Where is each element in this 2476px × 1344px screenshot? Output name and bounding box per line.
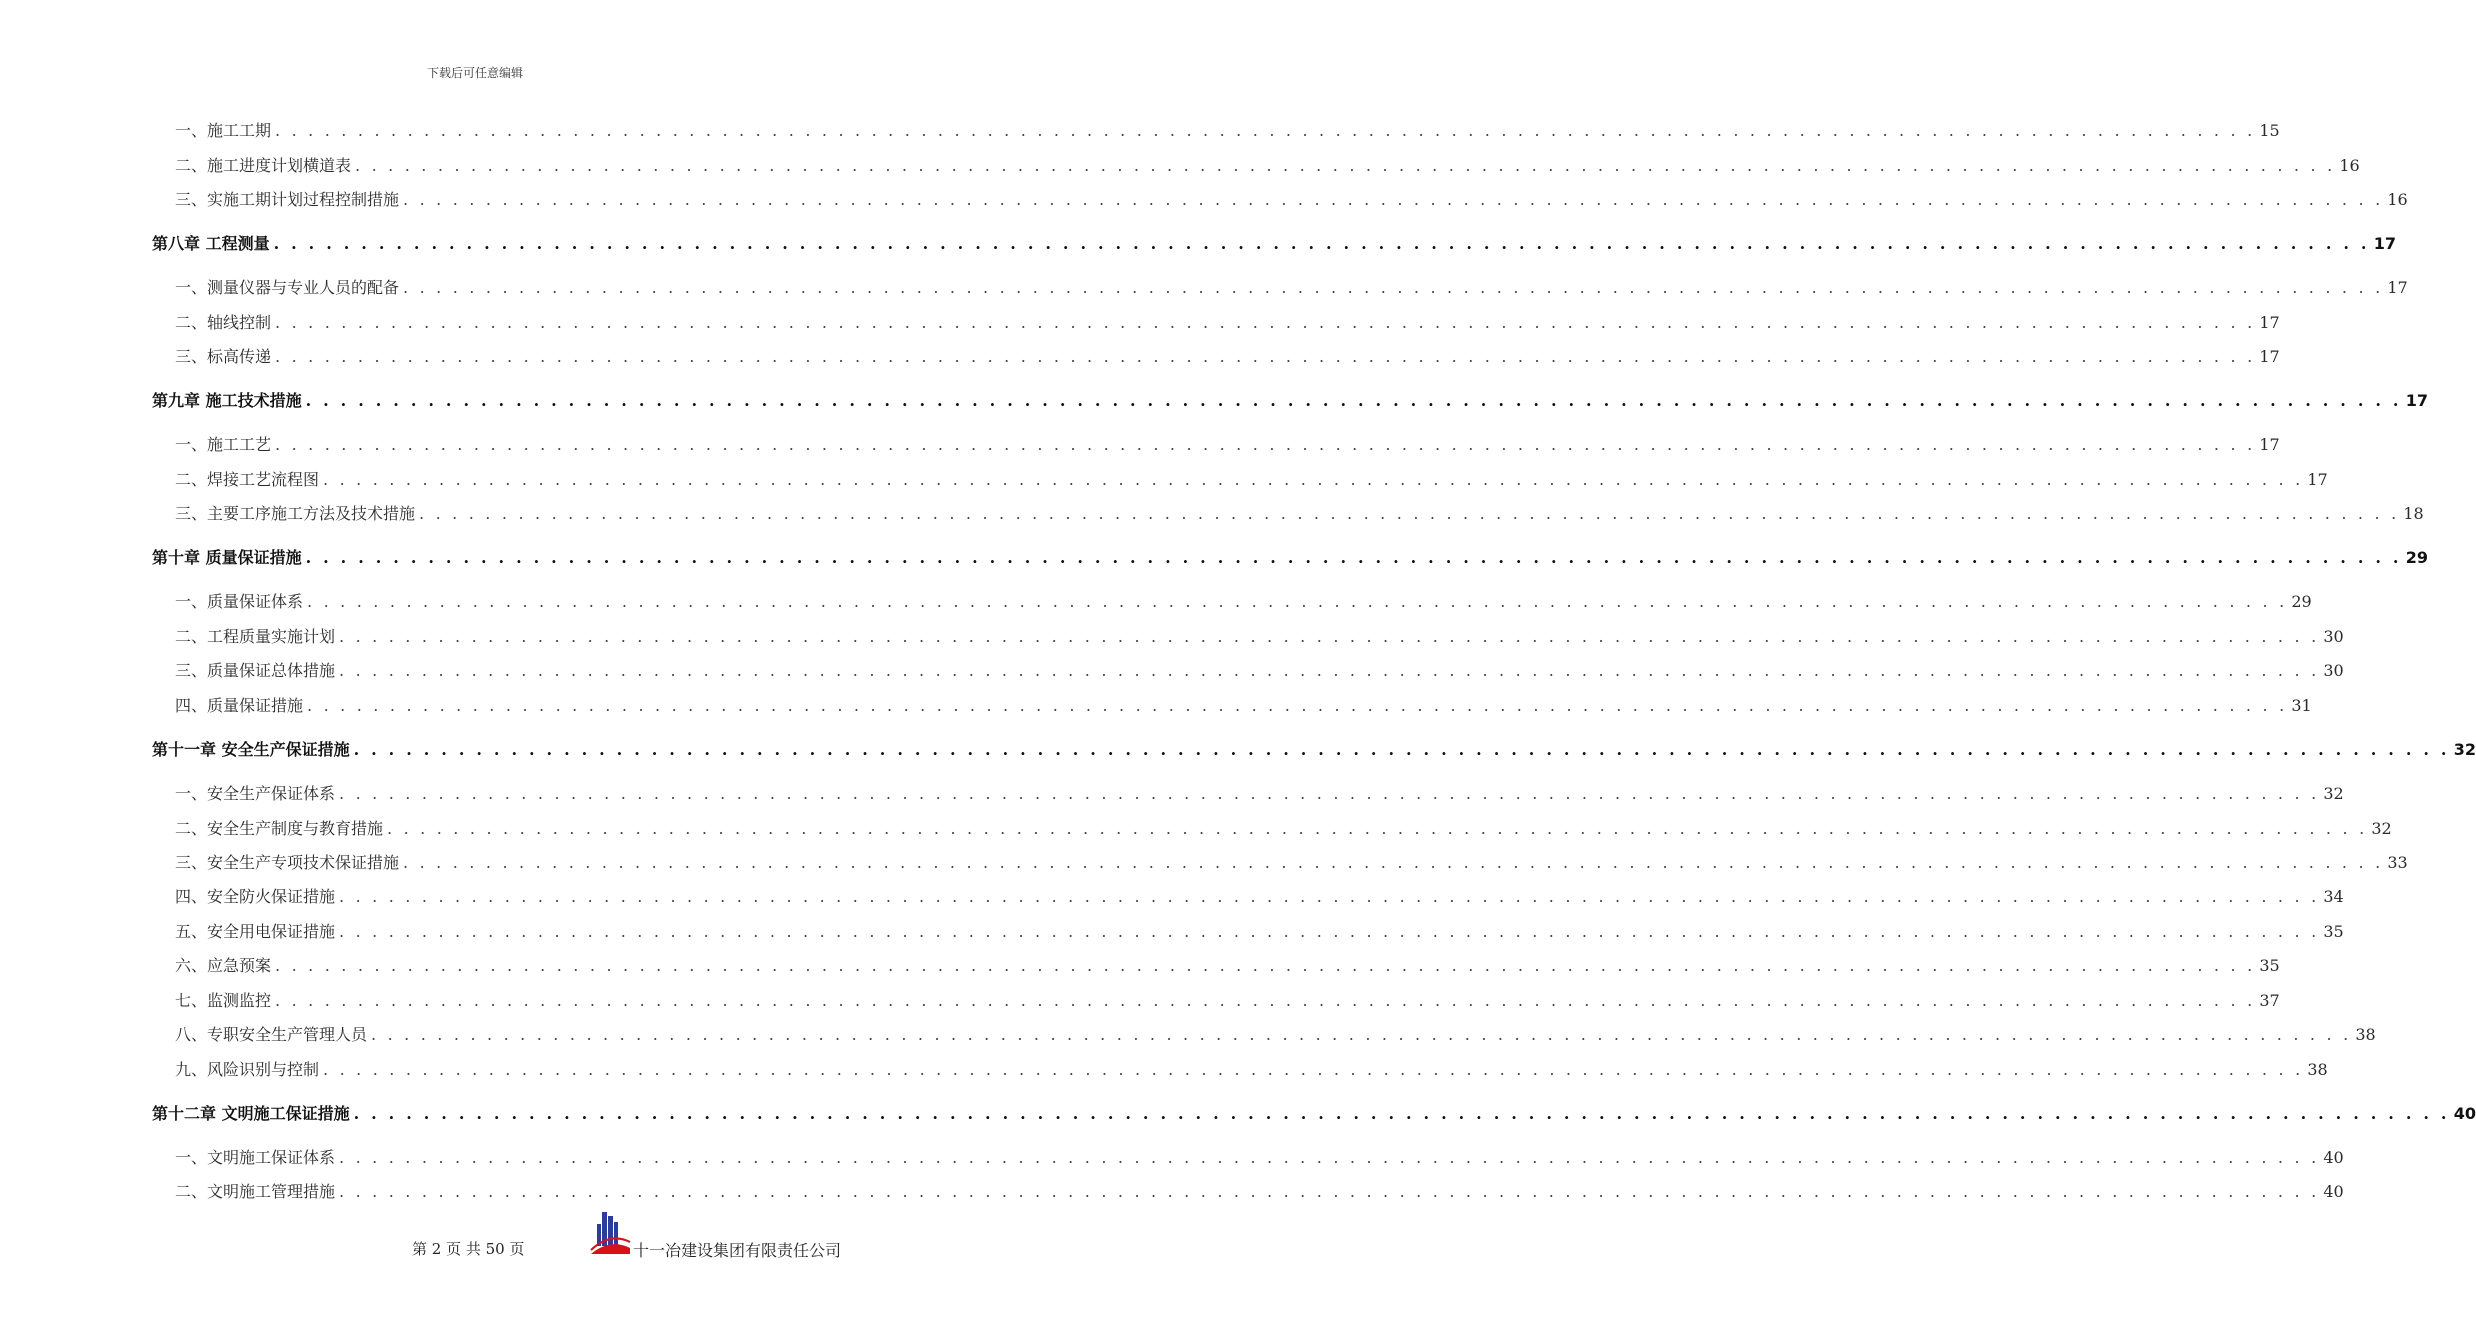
toc-entry-page-number: 17	[2405, 391, 2428, 410]
toc-entry-title: 二、轴线控制	[175, 313, 272, 332]
toc-dot-leader: . . . . . . . . . . . . . . . . . . . . . . . . . . . . . . . . . . . . . . . . . . . . . . . . . . . . . . . . . . . . . . . . . . . . . . . . . . . . . . . . . . . . . . . . . . . . . . . . . . . . . . . . . . . . . . . . . . . . . . . .	[355, 156, 2336, 175]
toc-dot-leader: . . . . . . . . . . . . . . . . . . . . . . . . . . . . . . . . . . . . . . . . . . . . . . . . . . . . . . . . . . . . . . . . . . . . . . . . . . . . . . . . . . . . . . . . . . . . . . . . . . . . . . . . . . . . . . . . . . . . . . . .	[353, 740, 2450, 759]
toc-entry-title: 第十章 质量保证措施	[152, 548, 302, 567]
toc-section-entry[interactable]	[175, 813, 2392, 839]
toc-section-entry[interactable]	[175, 881, 2344, 907]
toc-entry-page-number: 17	[2387, 278, 2408, 297]
toc-entry-page-number: 31	[2291, 696, 2312, 715]
toc-section-entry[interactable]	[175, 307, 2280, 333]
toc-section-entry[interactable]	[175, 1142, 2344, 1168]
toc-section-entry[interactable]	[175, 184, 2408, 210]
toc-section-entry[interactable]	[175, 985, 2280, 1011]
toc-dot-leader: . . . . . . . . . . . . . . . . . . . . . . . . . . . . . . . . . . . . . . . . . . . . . . . . . . . . . . . . . . . . . . . . . . . . . . . . . . . . . . . . . . . . . . . . . . . . . . . . . . . . . . . . . . . . . . . . . . . . . . . .	[323, 470, 2304, 489]
toc-entry-title: 九、风险识别与控制	[175, 1060, 320, 1079]
toc-section-entry[interactable]	[175, 690, 2312, 716]
toc-dot-leader: . . . . . . . . . . . . . . . . . . . . . . . . . . . . . . . . . . . . . . . . . . . . . . . . . . . . . . . . . . . . . . . . . . . . . . . . . . . . . . . . . . . . . . . . . . . . . . . . . . . . . . . . . . . . . . . . . . . . . . . .	[275, 313, 2256, 332]
toc-entry-title: 一、文明施工保证体系	[175, 1148, 336, 1167]
toc-entry-page-number: 33	[2387, 853, 2408, 872]
toc-entry-page-number: 38	[2355, 1025, 2376, 1044]
toc-entry-title: 三、安全生产专项技术保证措施	[175, 853, 400, 872]
toc-section-entry[interactable]	[175, 847, 2408, 873]
toc-section-entry[interactable]	[175, 778, 2344, 804]
toc-entry-title: 一、质量保证体系	[175, 592, 304, 611]
toc-entry-title: 一、施工工期	[175, 121, 272, 140]
footer-page-number: 第 2 页 共 50 页	[412, 1240, 525, 1258]
toc-entry-title: 第十一章 安全生产保证措施	[152, 740, 350, 759]
toc-entry-page-number: 30	[2323, 627, 2344, 646]
toc-entry-page-number: 18	[2403, 504, 2424, 523]
toc-entry-page-number: 40	[2323, 1182, 2344, 1201]
toc-entry-page-number: 17	[2373, 234, 2396, 253]
toc-dot-leader: . . . . . . . . . . . . . . . . . . . . . . . . . . . . . . . . . . . . . . . . . . . . . . . . . . . . . . . . . . . . . . . . . . . . . . . . . . . . . . . . . . . . . . . . . . . . . . . . . . . . . . . . . . . . . . . . . . . . . . . .	[339, 661, 2320, 680]
toc-dot-leader: . . . . . . . . . . . . . . . . . . . . . . . . . . . . . . . . . . . . . . . . . . . . . . . . . . . . . . . . . . . . . . . . . . . . . . . . . . . . . . . . . . . . . . . . . . . . . . . . . . . . . . . . . . . . . . . . . . . . . . . .	[339, 627, 2320, 646]
toc-entry-page-number: 17	[2307, 470, 2328, 489]
toc-entry-page-number: 40	[2323, 1148, 2344, 1167]
toc-dot-leader: . . . . . . . . . . . . . . . . . . . . . . . . . . . . . . . . . . . . . . . . . . . . . . . . . . . . . . . . . . . . . . . . . . . . . . . . . . . . . . . . . . . . . . . . . . . . . . . . . . . . . . . . . . . . . . . . . . . . . . . .	[305, 391, 2402, 410]
company-logo-icon	[588, 1210, 632, 1256]
toc-entry-page-number: 40	[2453, 1104, 2476, 1123]
toc-dot-leader: . . . . . . . . . . . . . . . . . . . . . . . . . . . . . . . . . . . . . . . . . . . . . . . . . . . . . . . . . . . . . . . . . . . . . . . . . . . . . . . . . . . . . . . . . . . . . . . . . . . . . . . . . . . . . . . . . . . . . . . .	[353, 1104, 2450, 1123]
toc-dot-leader: . . . . . . . . . . . . . . . . . . . . . . . . . . . . . . . . . . . . . . . . . . . . . . . . . . . . . . . . . . . . . . . . . . . . . . . . . . . . . . . . . . . . . . . . . . . . . . . . . . . . . . . . . . . . . . . . . . . . . . . .	[403, 853, 2384, 872]
footer-company-name: 十一冶建设集团有限责任公司	[633, 1241, 842, 1260]
toc-entry-title: 第八章 工程测量	[152, 234, 270, 253]
toc-dot-leader: . . . . . . . . . . . . . . . . . . . . . . . . . . . . . . . . . . . . . . . . . . . . . . . . . . . . . . . . . . . . . . . . . . . . . . . . . . . . . . . . . . . . . . . . . . . . . . . . . . . . . . . . . . . . . . . . . . . . . . . .	[339, 1182, 2320, 1201]
toc-dot-leader: . . . . . . . . . . . . . . . . . . . . . . . . . . . . . . . . . . . . . . . . . . . . . . . . . . . . . . . . . . . . . . . . . . . . . . . . . . . . . . . . . . . . . . . . . . . . . . . . . . . . . . . . . . . . . . . . . . . . . . . .	[275, 956, 2256, 975]
toc-entry-page-number: 34	[2323, 887, 2344, 906]
toc-entry-title: 八、专职安全生产管理人员	[175, 1025, 368, 1044]
toc-section-entry[interactable]	[175, 950, 2280, 976]
toc-dot-leader: . . . . . . . . . . . . . . . . . . . . . . . . . . . . . . . . . . . . . . . . . . . . . . . . . . . . . . . . . . . . . . . . . . . . . . . . . . . . . . . . . . . . . . . . . . . . . . . . . . . . . . . . . . . . . . . . . . . . . . . .	[273, 234, 2370, 253]
toc-chapter-entry[interactable]	[152, 542, 2428, 568]
toc-section-entry[interactable]	[175, 655, 2344, 681]
toc-entry-page-number: 16	[2339, 156, 2360, 175]
toc-dot-leader: . . . . . . . . . . . . . . . . . . . . . . . . . . . . . . . . . . . . . . . . . . . . . . . . . . . . . . . . . . . . . . . . . . . . . . . . . . . . . . . . . . . . . . . . . . . . . . . . . . . . . . . . . . . . . . . . . . . . . . . .	[305, 548, 2402, 567]
toc-section-entry[interactable]	[175, 1019, 2376, 1045]
toc-section-entry[interactable]	[175, 621, 2344, 647]
toc-section-entry[interactable]	[175, 341, 2280, 367]
toc-chapter-entry[interactable]	[152, 228, 2396, 254]
toc-entry-title: 三、主要工序施工方法及技术措施	[175, 504, 416, 523]
toc-entry-title: 七、监测监控	[175, 991, 272, 1010]
header-note: 下载后可任意编辑	[426, 66, 523, 80]
toc-entry-page-number: 35	[2323, 922, 2344, 941]
toc-entry-title: 一、安全生产保证体系	[175, 784, 336, 803]
toc-entry-title: 四、安全防火保证措施	[175, 887, 336, 906]
toc-entry-page-number: 30	[2323, 661, 2344, 680]
toc-section-entry[interactable]	[175, 586, 2312, 612]
toc-dot-leader: . . . . . . . . . . . . . . . . . . . . . . . . . . . . . . . . . . . . . . . . . . . . . . . . . . . . . . . . . . . . . . . . . . . . . . . . . . . . . . . . . . . . . . . . . . . . . . . . . . . . . . . . . . . . . . . . . . . . . . . .	[371, 1025, 2352, 1044]
toc-entry-title: 六、应急预案	[175, 956, 272, 975]
toc-dot-leader: . . . . . . . . . . . . . . . . . . . . . . . . . . . . . . . . . . . . . . . . . . . . . . . . . . . . . . . . . . . . . . . . . . . . . . . . . . . . . . . . . . . . . . . . . . . . . . . . . . . . . . . . . . . . . . . . . . . . . . . .	[275, 121, 2256, 140]
toc-section-entry[interactable]	[175, 464, 2328, 490]
toc-section-entry[interactable]	[175, 272, 2408, 298]
toc-dot-leader: . . . . . . . . . . . . . . . . . . . . . . . . . . . . . . . . . . . . . . . . . . . . . . . . . . . . . . . . . . . . . . . . . . . . . . . . . . . . . . . . . . . . . . . . . . . . . . . . . . . . . . . . . . . . . . . . . . . . . . . .	[323, 1060, 2304, 1079]
toc-dot-leader: . . . . . . . . . . . . . . . . . . . . . . . . . . . . . . . . . . . . . . . . . . . . . . . . . . . . . . . . . . . . . . . . . . . . . . . . . . . . . . . . . . . . . . . . . . . . . . . . . . . . . . . . . . . . . . . . . . . . . . . .	[339, 1148, 2320, 1167]
toc-dot-leader: . . . . . . . . . . . . . . . . . . . . . . . . . . . . . . . . . . . . . . . . . . . . . . . . . . . . . . . . . . . . . . . . . . . . . . . . . . . . . . . . . . . . . . . . . . . . . . . . . . . . . . . . . . . . . . . . . . . . . . . .	[403, 190, 2384, 209]
toc-entry-title: 三、实施工期计划过程控制措施	[175, 190, 400, 209]
toc-entry-page-number: 32	[2453, 740, 2476, 759]
toc-entry-page-number: 17	[2259, 313, 2280, 332]
toc-entry-page-number: 38	[2307, 1060, 2328, 1079]
toc-entry-page-number: 35	[2259, 956, 2280, 975]
toc-dot-leader: . . . . . . . . . . . . . . . . . . . . . . . . . . . . . . . . . . . . . . . . . . . . . . . . . . . . . . . . . . . . . . . . . . . . . . . . . . . . . . . . . . . . . . . . . . . . . . . . . . . . . . . . . . . . . . . . . . . . . . . .	[307, 696, 2288, 715]
toc-dot-leader: . . . . . . . . . . . . . . . . . . . . . . . . . . . . . . . . . . . . . . . . . . . . . . . . . . . . . . . . . . . . . . . . . . . . . . . . . . . . . . . . . . . . . . . . . . . . . . . . . . . . . . . . . . . . . . . . . . . . . . . .	[275, 991, 2256, 1010]
toc-chapter-entry[interactable]	[152, 1098, 2476, 1124]
toc-entry-page-number: 29	[2291, 592, 2312, 611]
toc-dot-leader: . . . . . . . . . . . . . . . . . . . . . . . . . . . . . . . . . . . . . . . . . . . . . . . . . . . . . . . . . . . . . . . . . . . . . . . . . . . . . . . . . . . . . . . . . . . . . . . . . . . . . . . . . . . . . . . . . . . . . . . .	[339, 922, 2320, 941]
toc-entry-page-number: 32	[2323, 784, 2344, 803]
toc-entry-title: 二、安全生产制度与教育措施	[175, 819, 384, 838]
toc-section-entry[interactable]	[175, 1176, 2344, 1202]
toc-entry-page-number: 17	[2259, 435, 2280, 454]
toc-section-entry[interactable]	[175, 150, 2360, 176]
toc-entry-title: 五、安全用电保证措施	[175, 922, 336, 941]
toc-entry-page-number: 29	[2405, 548, 2428, 567]
toc-entry-page-number: 17	[2259, 347, 2280, 366]
toc-entry-page-number: 15	[2259, 121, 2280, 140]
toc-dot-leader: . . . . . . . . . . . . . . . . . . . . . . . . . . . . . . . . . . . . . . . . . . . . . . . . . . . . . . . . . . . . . . . . . . . . . . . . . . . . . . . . . . . . . . . . . . . . . . . . . . . . . . . . . . . . . . . . . . . . . . . .	[275, 435, 2256, 454]
toc-entry-title: 第十二章 文明施工保证措施	[152, 1104, 350, 1123]
toc-dot-leader: . . . . . . . . . . . . . . . . . . . . . . . . . . . . . . . . . . . . . . . . . . . . . . . . . . . . . . . . . . . . . . . . . . . . . . . . . . . . . . . . . . . . . . . . . . . . . . . . . . . . . . . . . . . . . . . . . . . . . . . .	[419, 504, 2400, 523]
toc-section-entry[interactable]	[175, 498, 2424, 524]
toc-dot-leader: . . . . . . . . . . . . . . . . . . . . . . . . . . . . . . . . . . . . . . . . . . . . . . . . . . . . . . . . . . . . . . . . . . . . . . . . . . . . . . . . . . . . . . . . . . . . . . . . . . . . . . . . . . . . . . . . . . . . . . . .	[387, 819, 2368, 838]
toc-entry-title: 三、标高传递	[175, 347, 272, 366]
toc-entry-page-number: 37	[2259, 991, 2280, 1010]
toc-entry-title: 二、文明施工管理措施	[175, 1182, 336, 1201]
toc-dot-leader: . . . . . . . . . . . . . . . . . . . . . . . . . . . . . . . . . . . . . . . . . . . . . . . . . . . . . . . . . . . . . . . . . . . . . . . . . . . . . . . . . . . . . . . . . . . . . . . . . . . . . . . . . . . . . . . . . . . . . . . .	[403, 278, 2384, 297]
toc-entry-title: 二、施工进度计划横道表	[175, 156, 352, 175]
toc-entry-title: 二、焊接工艺流程图	[175, 470, 320, 489]
toc-section-entry[interactable]	[175, 115, 2280, 141]
toc-entry-title: 一、施工工艺	[175, 435, 272, 454]
toc-section-entry[interactable]	[175, 916, 2344, 942]
toc-dot-leader: . . . . . . . . . . . . . . . . . . . . . . . . . . . . . . . . . . . . . . . . . . . . . . . . . . . . . . . . . . . . . . . . . . . . . . . . . . . . . . . . . . . . . . . . . . . . . . . . . . . . . . . . . . . . . . . . . . . . . . . .	[339, 887, 2320, 906]
toc-dot-leader: . . . . . . . . . . . . . . . . . . . . . . . . . . . . . . . . . . . . . . . . . . . . . . . . . . . . . . . . . . . . . . . . . . . . . . . . . . . . . . . . . . . . . . . . . . . . . . . . . . . . . . . . . . . . . . . . . . . . . . . .	[275, 347, 2256, 366]
toc-entry-page-number: 32	[2371, 819, 2392, 838]
toc-entry-title: 一、测量仪器与专业人员的配备	[175, 278, 400, 297]
toc-dot-leader: . . . . . . . . . . . . . . . . . . . . . . . . . . . . . . . . . . . . . . . . . . . . . . . . . . . . . . . . . . . . . . . . . . . . . . . . . . . . . . . . . . . . . . . . . . . . . . . . . . . . . . . . . . . . . . . . . . . . . . . .	[307, 592, 2288, 611]
toc-chapter-entry[interactable]	[152, 385, 2428, 411]
toc-entry-title: 二、工程质量实施计划	[175, 627, 336, 646]
toc-section-entry[interactable]	[175, 429, 2280, 455]
toc-entry-title: 三、质量保证总体措施	[175, 661, 336, 680]
toc-section-entry[interactable]	[175, 1054, 2328, 1080]
toc-dot-leader: . . . . . . . . . . . . . . . . . . . . . . . . . . . . . . . . . . . . . . . . . . . . . . . . . . . . . . . . . . . . . . . . . . . . . . . . . . . . . . . . . . . . . . . . . . . . . . . . . . . . . . . . . . . . . . . . . . . . . . . .	[339, 784, 2320, 803]
toc-entry-title: 四、质量保证措施	[175, 696, 304, 715]
toc-entry-page-number: 16	[2387, 190, 2408, 209]
toc-entry-title: 第九章 施工技术措施	[152, 391, 302, 410]
toc-chapter-entry[interactable]	[152, 734, 2476, 760]
